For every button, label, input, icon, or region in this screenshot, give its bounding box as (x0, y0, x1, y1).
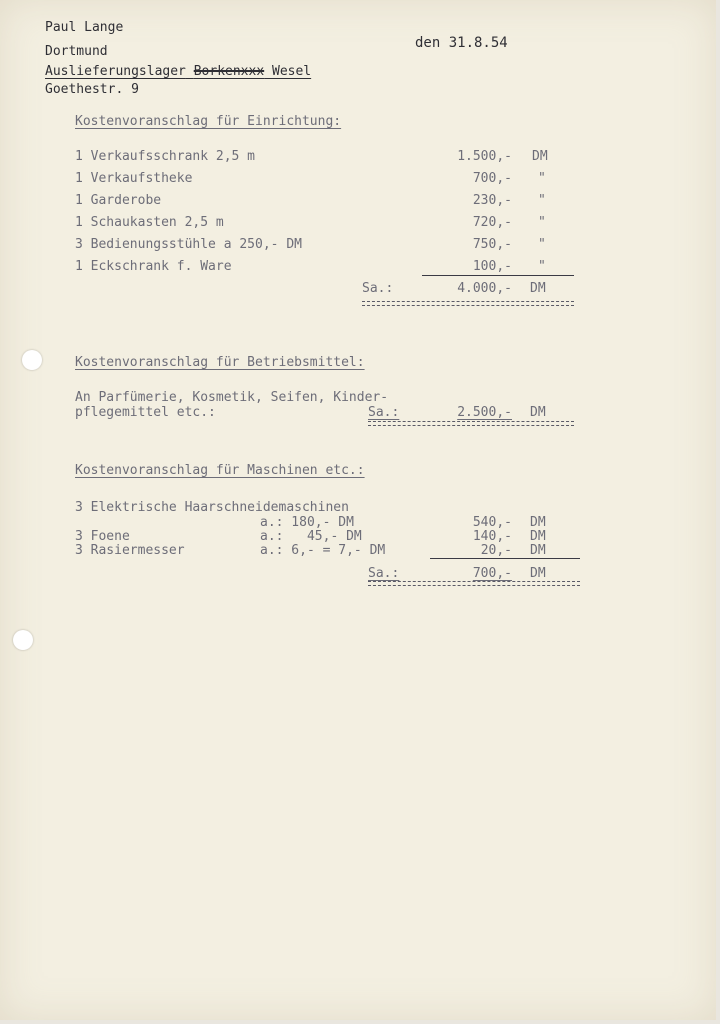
s2-line1: An Parfümerie, Kosmetik, Seifen, Kinder- (75, 390, 389, 405)
s3-item1-label: 3 Elektrische Haarschneidemaschinen (75, 500, 349, 515)
section1-title: Kostenvoranschlag für Einrichtung: (75, 114, 342, 129)
s3-item2-label: 3 Foene (75, 529, 130, 544)
s3-item1-each: a.: 180,- DM (260, 515, 354, 530)
punch-hole-top (22, 350, 42, 370)
s1-sum-value: 4.000,- (457, 281, 512, 296)
s1-item-amount: 230,- (472, 193, 512, 208)
s1-item-unit: " (538, 237, 546, 252)
s3-sum-label: Sa.: (368, 566, 400, 581)
s1-sum-rule (422, 275, 574, 276)
warehouse-prefix: Auslieferungslager (45, 64, 186, 79)
punch-hole-bottom (13, 630, 33, 650)
s1-item-unit: " (538, 193, 546, 208)
s3-sum-double-rule (368, 581, 580, 586)
s1-sum-double-rule (362, 301, 574, 306)
s3-sum-rule (430, 558, 580, 559)
s1-item-amount: 700,- (472, 171, 512, 186)
s1-item-amount: 750,- (472, 237, 512, 252)
s1-item-unit: " (538, 171, 546, 186)
sender-name: Paul Lange (45, 20, 124, 35)
s1-item-label: 1 Schaukasten 2,5 m (75, 215, 224, 230)
warehouse-line (45, 64, 311, 80)
s1-sum-label: Sa.: (362, 281, 394, 296)
s1-item-amount: 720,- (472, 215, 512, 230)
sender-street: Goethestr. 9 (45, 82, 139, 97)
s2-sum-value: 2.500,- (457, 405, 512, 420)
s3-item3-amount: 20,- (480, 543, 512, 558)
s3-item2-each: a.: 45,- DM (260, 529, 362, 544)
s2-sum-unit: DM (530, 405, 546, 420)
section2-title: Kostenvoranschlag für Betriebsmittel: (75, 355, 365, 370)
s3-item3-unit: DM (530, 543, 546, 558)
s1-item-label: 1 Verkaufstheke (75, 171, 193, 186)
s3-item1-amount: 540,- (472, 515, 512, 530)
s1-item-unit: DM (532, 149, 548, 164)
warehouse-suffix: Wesel (272, 64, 312, 79)
s3-item2-unit: DM (530, 529, 546, 544)
s1-item-amount: 100,- (472, 259, 512, 274)
s1-item-amount: 1.500,- (457, 149, 512, 164)
s3-sum-unit: DM (530, 566, 546, 581)
s3-item2-amount: 140,- (472, 529, 512, 544)
s3-item1-unit: DM (530, 515, 546, 530)
letter-date: den 31.8.54 (415, 35, 508, 51)
s3-sum-value: 700,- (472, 566, 512, 581)
warehouse-struck: Borkenxxx (193, 64, 265, 79)
s2-sum-label: Sa.: (368, 405, 400, 420)
s1-item-label: 1 Eckschrank f. Ware (75, 259, 232, 274)
section3-title: Kostenvoranschlag für Maschinen etc.: (75, 463, 365, 478)
s1-item-label: 1 Garderobe (75, 193, 162, 208)
s3-item3-each: a.: 6,- = 7,- DM (260, 543, 386, 558)
s3-item3-label: 3 Rasiermesser (75, 543, 185, 558)
sender-city: Dortmund (45, 44, 108, 59)
s1-item-unit: " (538, 259, 546, 274)
s1-sum-unit: DM (530, 281, 546, 296)
s1-item-label: 3 Bedienungsstühle a 250,- DM (75, 237, 302, 252)
s2-sum-double-rule (368, 421, 574, 426)
s2-line2: pflegemittel etc.: (75, 405, 216, 420)
s1-item-label: 1 Verkaufsschrank 2,5 m (75, 149, 256, 164)
s1-item-unit: " (538, 215, 546, 230)
